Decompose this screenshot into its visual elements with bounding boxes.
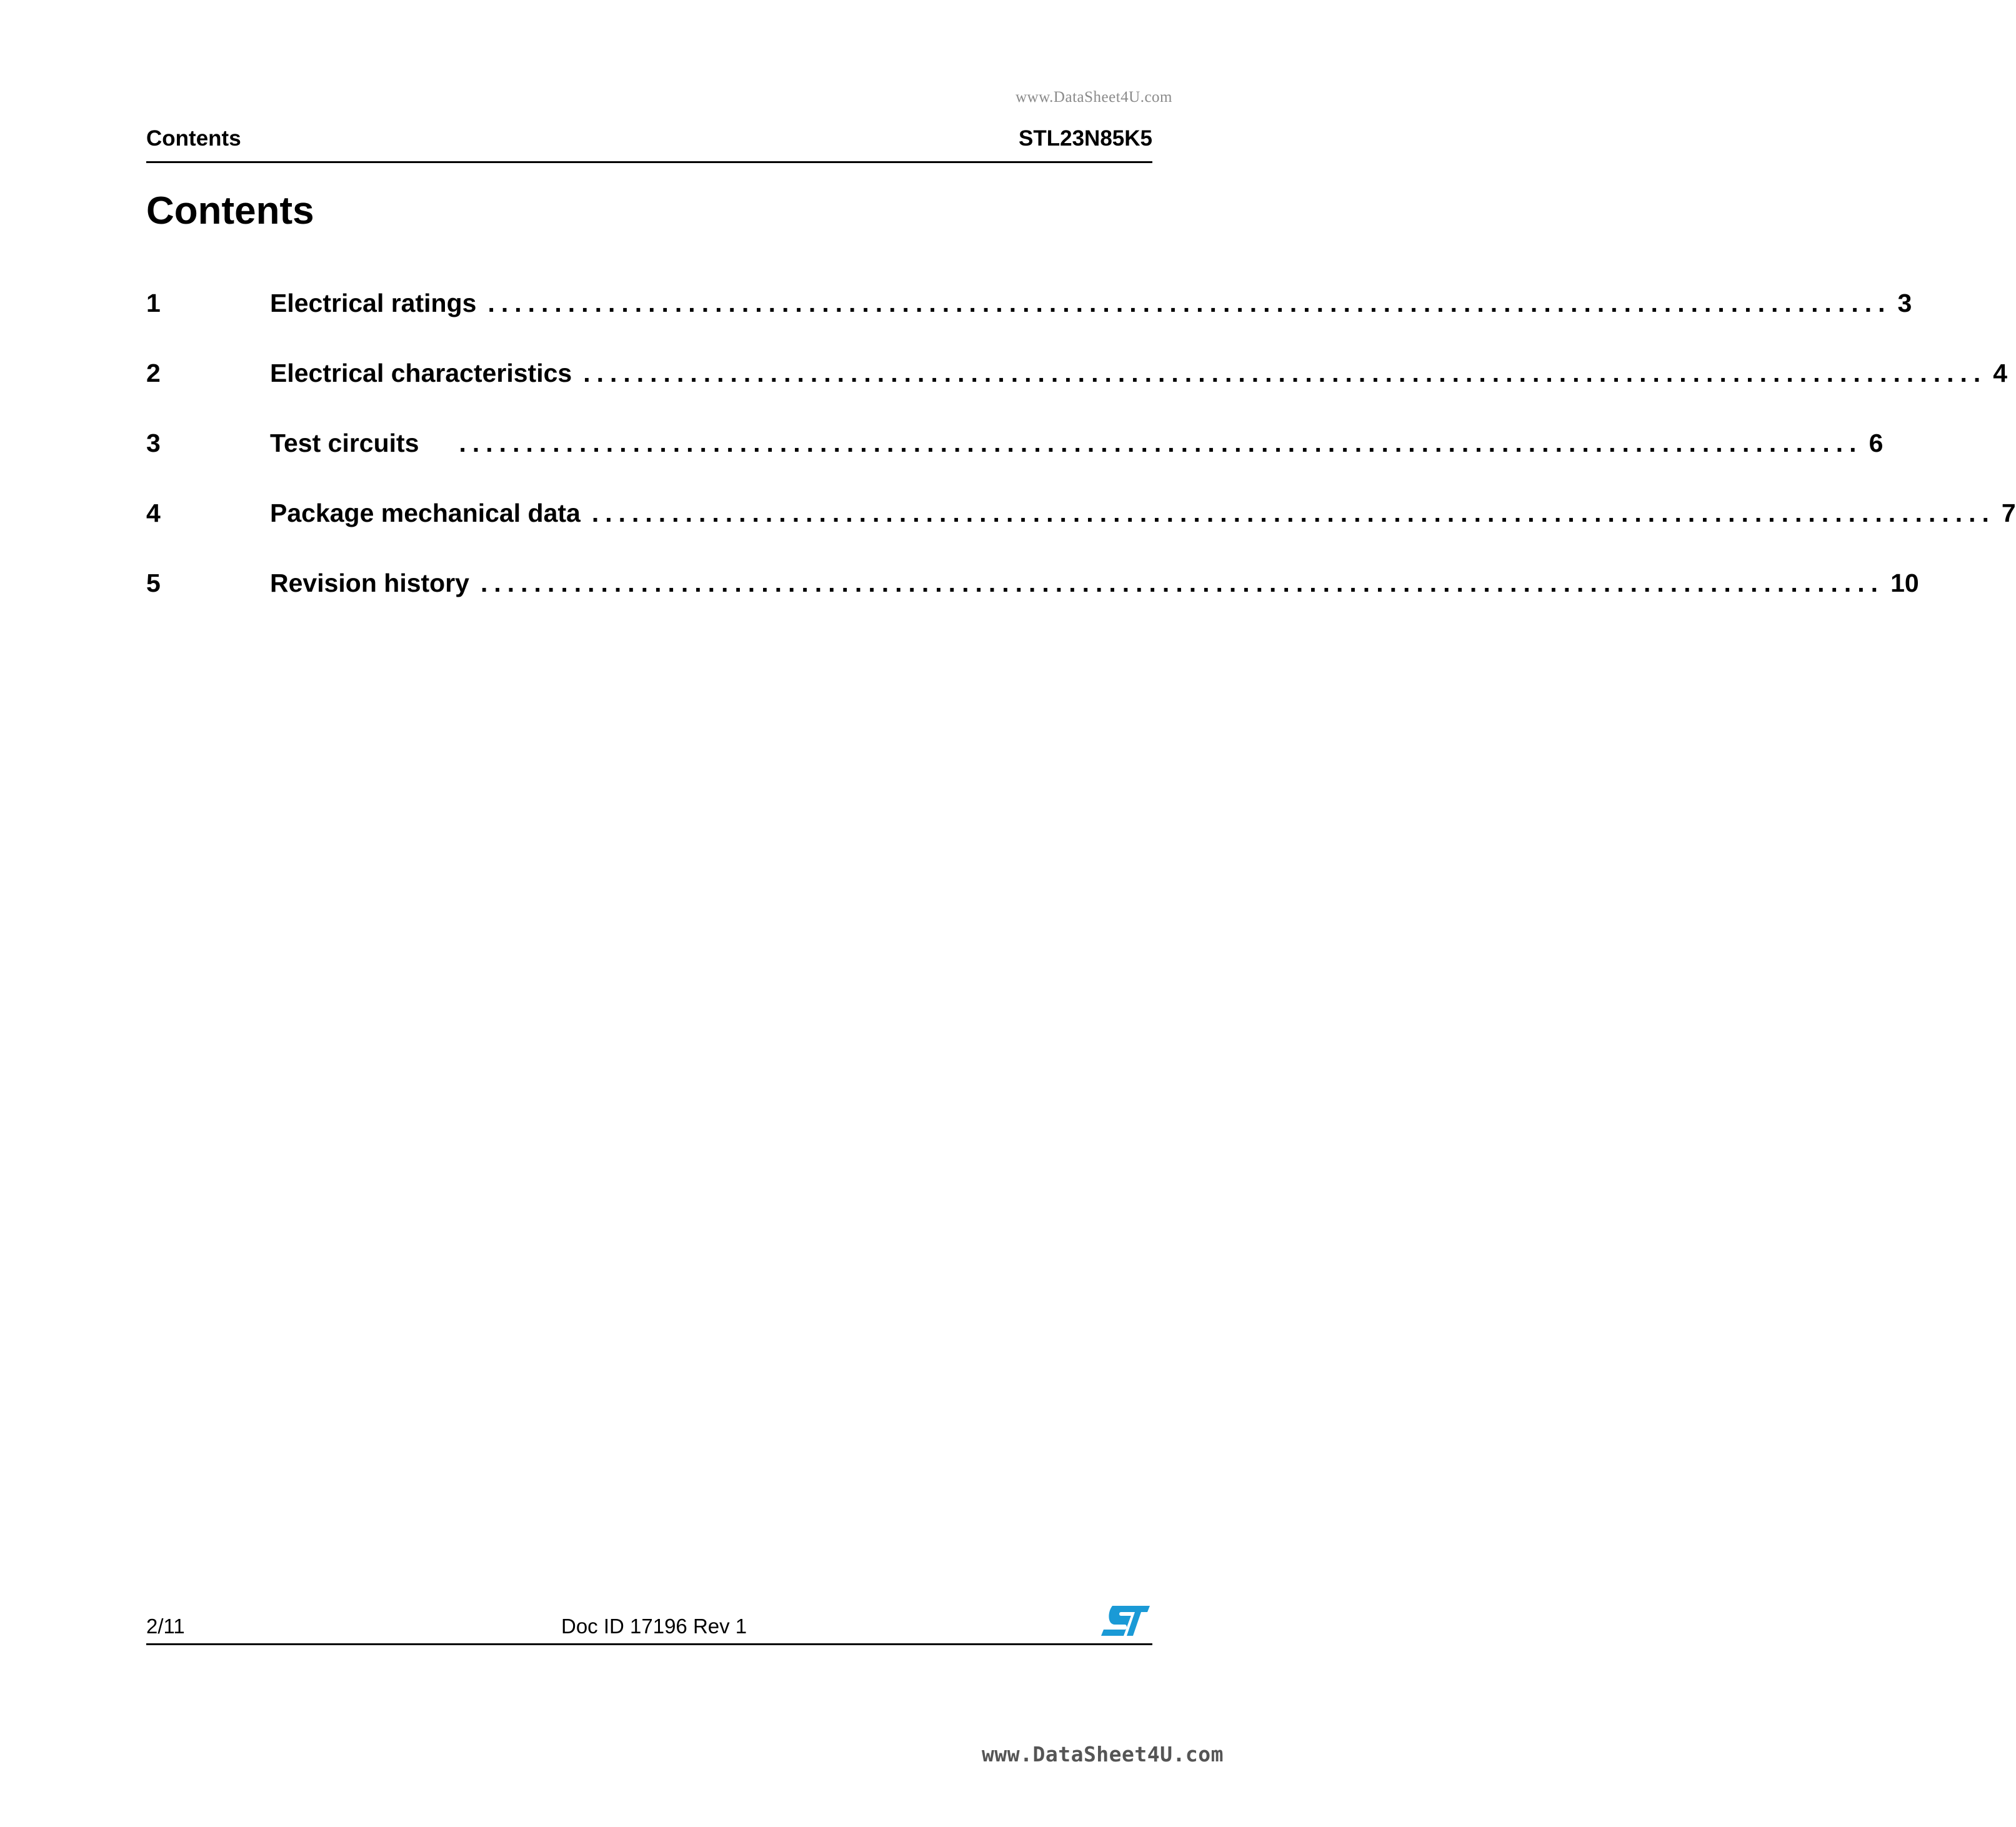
table-of-contents [146,289,2016,639]
toc-entry-electrical-characteristics[interactable] [146,359,2008,429]
toc-entry-label[interactable]: Electrical characteristics [270,359,572,387]
toc-entry-number: 1 [146,289,161,317]
watermark-bottom: www.DataSheet4U.com [982,1742,1224,1766]
page-title: Contents [146,189,314,232]
st-logo-icon [1100,1605,1151,1638]
header-section-title: Contents [146,126,241,151]
toc-entry-number: 3 [146,429,161,457]
toc-entry-label[interactable]: Electrical ratings [270,289,477,317]
toc-entry-label[interactable]: Test circuits [270,429,419,457]
toc-entry-page[interactable]: 6 [1869,429,1884,457]
toc-leader-dots: ......................................................................................................... [583,359,1987,387]
toc-leader-dots: ......................................................................................................... [459,429,1863,457]
footer-page-number: 2/11 [146,1615,185,1638]
footer-doc-id: Doc ID 17196 Rev 1 [561,1615,747,1638]
toc-entry-electrical-ratings[interactable] [146,289,1912,359]
toc-leader-dots: ......................................................................................................... [591,499,1995,527]
toc-entry-number: 2 [146,359,161,387]
toc-leader-dots: ......................................................................................................... [480,569,1885,597]
toc-entry-page[interactable]: 3 [1897,289,1912,317]
watermark-top: www.DataSheet4U.com [1015,89,1172,106]
toc-entry-page[interactable]: 7 [2001,499,2016,527]
page-footer [146,1600,1152,1645]
toc-entry-package-mechanical-data[interactable] [146,499,2016,569]
toc-entry-revision-history[interactable] [146,569,1919,639]
toc-entry-number: 5 [146,569,161,597]
header-part-number: STL23N85K5 [1019,126,1152,151]
toc-entry-number: 4 [146,499,161,527]
toc-entry-page[interactable]: 10 [1890,569,1919,597]
toc-entry-label[interactable]: Revision history [270,569,469,597]
page-header [146,126,1152,163]
toc-entry-page[interactable]: 4 [1993,359,2008,387]
toc-entry-label[interactable]: Package mechanical data [270,499,581,527]
toc-leader-dots: ......................................................................................................... [487,289,1892,317]
toc-entry-test-circuits[interactable] [146,429,1884,499]
